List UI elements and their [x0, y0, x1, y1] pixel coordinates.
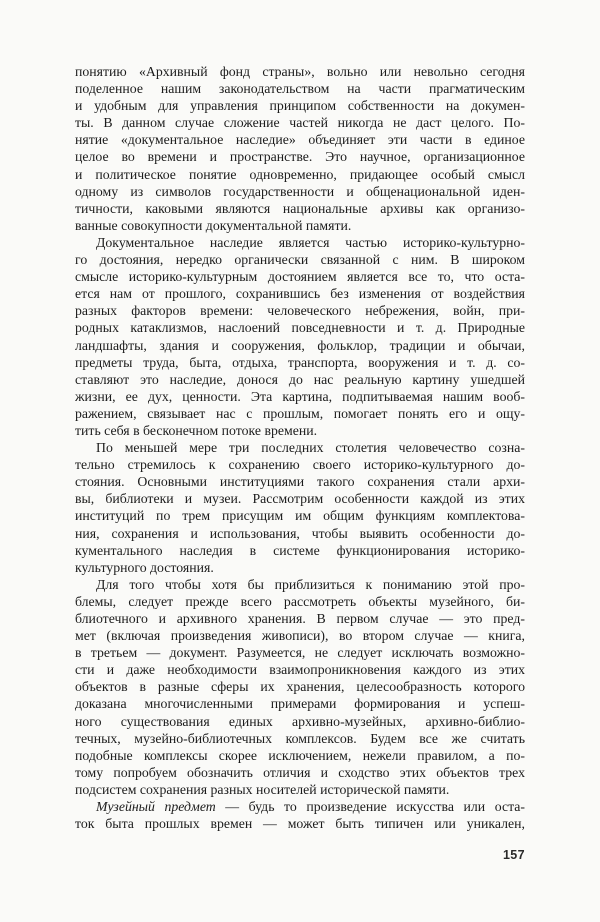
- text-line: ставляют это наследие, донося до нас реальную картину ушедшей: [75, 371, 525, 387]
- text-line: ния, сохранения и использования, чтобы выявить особенности до-: [75, 525, 525, 541]
- text-line: мет (включая произведения живописи), во втором случае — книга,: [75, 628, 525, 644]
- text-line: поделенное нашим законодательством на части прагматическим: [75, 81, 525, 97]
- text-line: подобные комплексы скорее исключением, нежели правилом, а по-: [75, 747, 525, 763]
- text-line: ты. В данном случае сложение частей никогда не даст целого. По-: [75, 115, 525, 131]
- text-line: одному из символов государственности и общенациональной иден-: [75, 183, 525, 199]
- text-line: разных факторов времени: человеческого небрежения, войн, при-: [75, 303, 525, 319]
- text-line: объектов в разные сферы их хранения, целесообразность которого: [75, 679, 525, 695]
- text-line: Музейный предмет — будь то произведение искусства или оста-: [96, 799, 525, 815]
- text-line: культурного достояния.: [75, 559, 214, 575]
- text-line: предметы труда, быта, отдыха, транспорта, вооружения и т. д. со-: [75, 354, 525, 370]
- text-line: подсистем сохранения разных носителей исторической памяти.: [75, 781, 450, 797]
- text-line: доказана многочисленными примерами формирования и успеш-: [75, 696, 525, 712]
- text-line: родных катаклизмов, наслоений повседневности и т. д. Природные: [75, 320, 525, 336]
- text-line: целое во времени и пространстве. Это научное, организационное: [75, 149, 525, 165]
- text-line: блиотечного и архивного хранения. В первом случае — это пред-: [75, 611, 525, 626]
- text-line: в третьем — документ. Разумеется, не следует исключать возможно-: [75, 645, 525, 661]
- text-line: и удобным для управления принципом собственности на докумен-: [75, 98, 525, 114]
- text-line: ландшафты, здания и сооружения, фольклор, традиции и обычаи,: [75, 337, 525, 353]
- paragraph: [75, 798, 525, 832]
- text-line: Документальное наследие является частью историко-культурно-: [96, 234, 525, 250]
- paragraph: [75, 439, 525, 576]
- text-line: стояния. Основными институциями такого сохранения стали архи-: [75, 474, 525, 490]
- text-line: тичности, каковыми являются национальные архивы как организо-: [75, 200, 525, 216]
- text-line: го достояния, нередко органически связанной с ним. В широком: [75, 252, 525, 268]
- text-line: кументального наследия в системе функционирования историко-: [75, 542, 525, 558]
- text-line: ванные совокупности документальной памяти.: [75, 217, 352, 233]
- text-line: смысле историко-культурным достоянием является все то, что оста-: [75, 269, 525, 285]
- text-line: вы, библиотеки и музеи. Рассмотрим особенности каждой из этих: [75, 491, 525, 507]
- text-line: ется нам от прошлого, сохранившись без изменения от воздействия: [75, 286, 525, 302]
- text-line: понятию «Архивный фонд страны», вольно или невольно сегодня: [75, 64, 525, 79]
- paragraph: [75, 63, 525, 234]
- text-line: тельно стремилось к сохранению своего историко-культурного до-: [75, 457, 525, 473]
- text-line: ток быта прошлых времен — может быть типичен или уникален,: [75, 816, 525, 832]
- text-line: институций по трем присущим им общим функциям комплектова-: [75, 508, 525, 524]
- paragraph: [75, 576, 525, 798]
- text-line: ражением, связывает нас с прошлым, помогает понять его и ощу-: [75, 405, 525, 421]
- italic-term: Музейный предмет: [96, 799, 216, 815]
- text-line: тить себя в бесконечном потоке времени.: [75, 422, 318, 438]
- text-line: Для того чтобы хотя бы приблизиться к пониманию этой про-: [96, 576, 525, 592]
- text-line: нятие «документальное наследие» объединяет эти части в единое: [75, 132, 525, 148]
- text-line: По меньшей мере три последних столетия человечество созна-: [96, 440, 525, 456]
- text-line: блемы, следует прежде всего рассмотреть объекты музейного, би-: [75, 593, 525, 609]
- text-line: тому попробуем обозначить отличия и сходство этих объектов трех: [75, 764, 525, 780]
- text-line: сти и даже необходимости взаимопроникновения каждого из этих: [75, 662, 525, 678]
- page-text: [75, 63, 525, 832]
- text-line: течных, музейно-библиотечных комплексов. Будем все же считать: [75, 730, 525, 746]
- text-line: жизни, ее дух, ценности. Эта картина, подпитываемая нашим вооб-: [75, 388, 525, 404]
- text-line: ного существования единых архивно-музейных, архивно-библио-: [75, 713, 525, 729]
- page-number: 157: [502, 848, 525, 862]
- text-line: и политическое понятие одновременно, придающее особый смысл: [75, 166, 525, 182]
- paragraph: [75, 234, 525, 439]
